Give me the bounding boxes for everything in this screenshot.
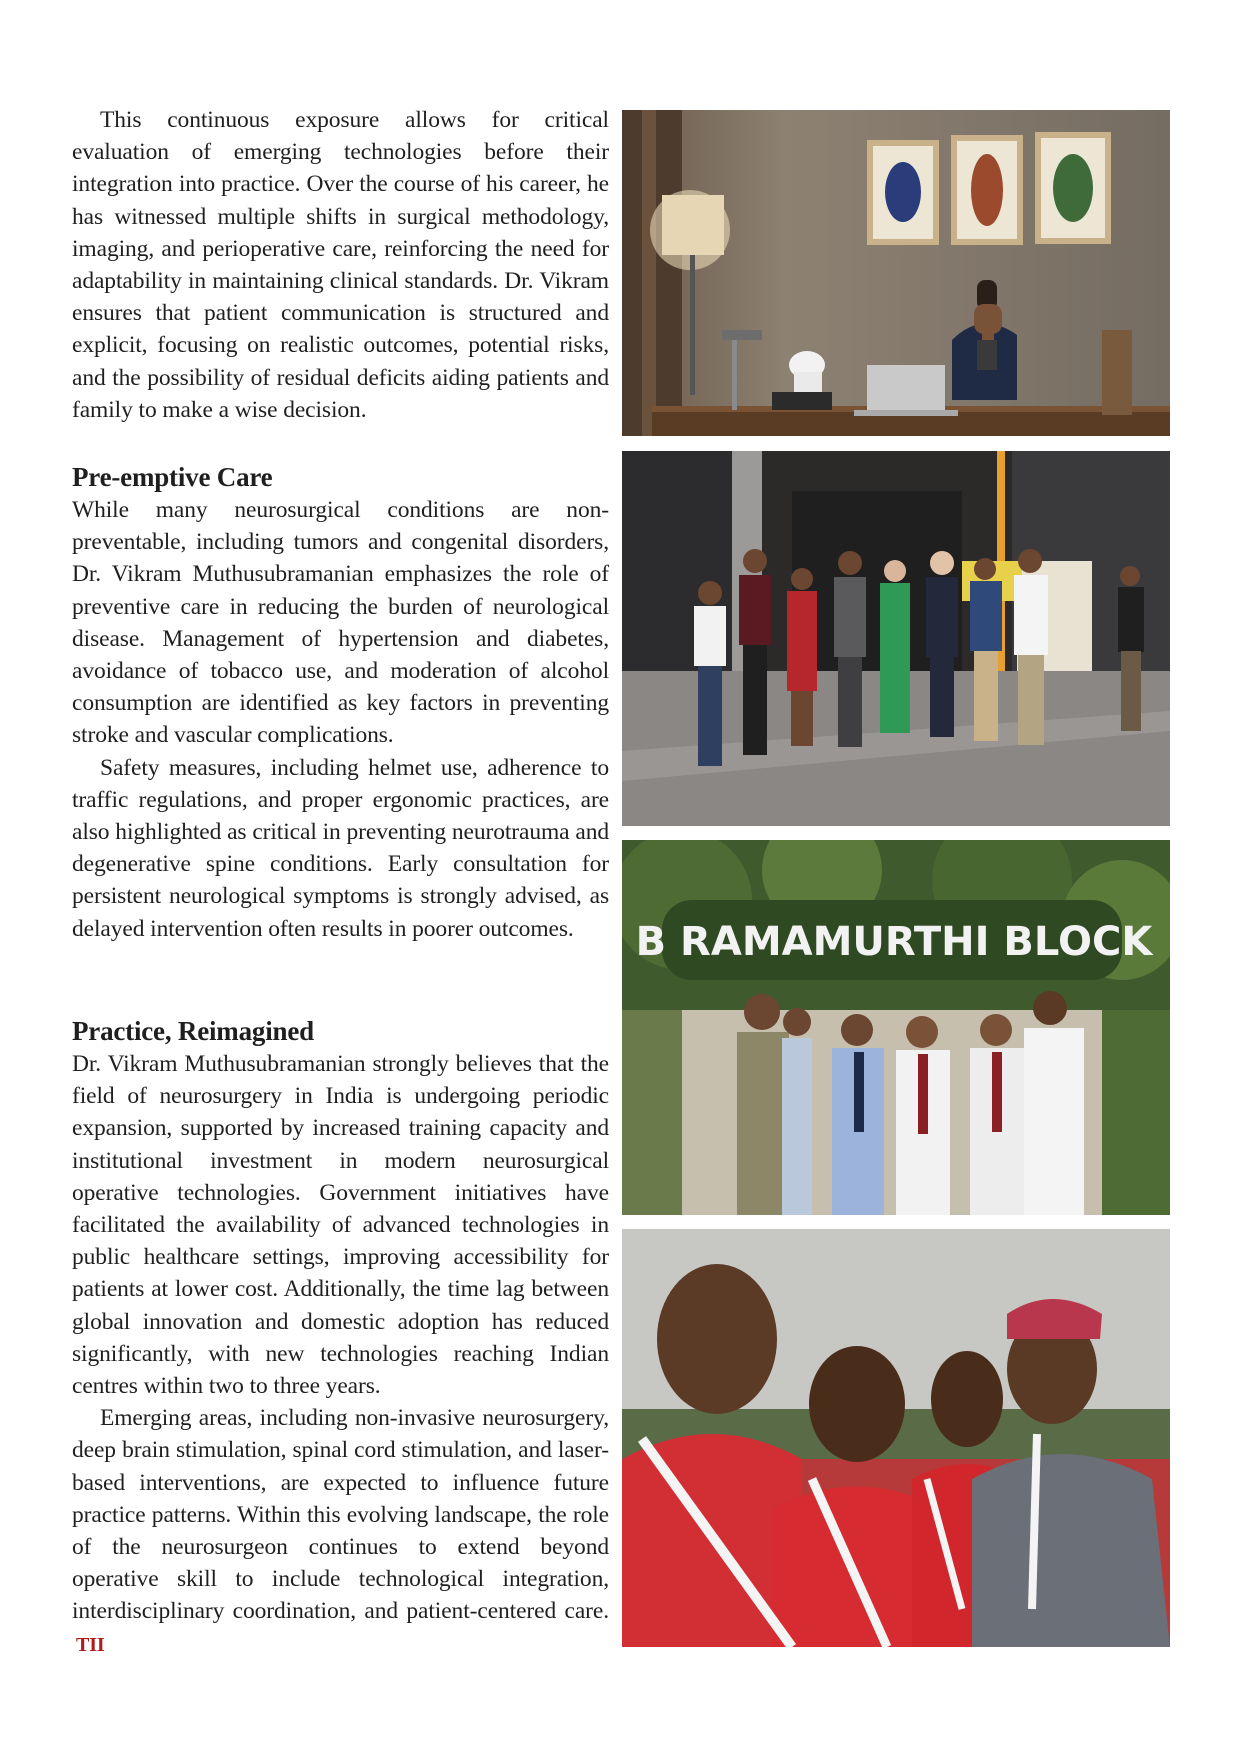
practice-paragraph-2-text: Emerging areas, including non-invasive neurosurgery, deep brain stimulation, spinal cord stimulation, and laser-based interventions, are expected to influence future practice patterns. Within this evolving landscape, the role of the neurosurgeon continues to extend beyond operative skill to include technological integration, interdisciplinary coordination, and patient-centered care. — [72, 1405, 609, 1625]
ramamurthi-photo-illustration — [622, 840, 1170, 1215]
pre-emptive-paragraph-1: While many neurosurgical conditions are non-preventable, including tumors and congenital disorders, Dr. Vikram Muthusubramanian emphasizes the role of preventive care in reducing the burden of neurological disease. Management of hypertension and diabetes, avoidance of tobacco use, and moderation of alcohol consumption are identified as key factors in preventing stroke and vascular complications. — [72, 497, 609, 749]
section-heading-practice-reimagined: Practice, Reimagined — [72, 1016, 314, 1046]
end-mark-logo: TII — [76, 1633, 105, 1656]
photo-office-desk — [622, 110, 1170, 436]
intro-paragraph: This continuous exposure allows for critical evaluation of emerging technologies before their integration into practice. Over the course of his career, he has witnessed multiple shifts in surgical methodology, imaging, and perioperative care, reinforcing the need for adaptability in maintaining clinical standards. Dr. Vikram ensures that patient communication is structured and explicit, focusing on realistic outcomes, potential risks, and the possibility of residual deficits aiding patients and family to make a wise decision. — [72, 107, 609, 423]
practice-reimagined-section — [72, 1014, 609, 1661]
section-heading-pre-emptive-care: Pre-emptive Care — [72, 462, 273, 492]
photo-marathon-selfie — [622, 1229, 1170, 1647]
conference-photo-illustration — [622, 451, 1170, 826]
pre-emptive-care-section — [72, 460, 609, 945]
practice-paragraph-1: Dr. Vikram Muthusubramanian strongly believes that the field of neurosurgery in India is undergoing periodic expansion, supported by increased training capacity and institutional investment in modern neurosurgical operative technologies. Government initiatives have facilitated the availability of advanced technologies in public healthcare settings, improving accessibility for patients at lower cost. Additionally, the time lag between global innovation and domestic adoption has reduced significantly, with new technologies reaching Indian centres within two to three years. — [72, 1051, 609, 1400]
pre-emptive-paragraph-2: Safety measures, including helmet use, adherence to traffic regulations, and proper ergonomic practices, are also highlighted as critical in preventing neurotrauma and degenerative spine conditions. Early consultation for persistent neurological symptoms is strongly advised, as delayed intervention often results in poorer outcomes. — [72, 754, 609, 942]
building-sign-text: B RAMAMURTHI BLOCK — [635, 919, 1153, 965]
marathon-photo-illustration — [622, 1229, 1170, 1647]
intro-section — [72, 104, 609, 426]
photo-ramamurthi-block — [622, 840, 1170, 1215]
office-photo-illustration — [622, 110, 1170, 436]
practice-paragraph-2 — [72, 1402, 609, 1661]
wall-art-frames — [867, 132, 1111, 245]
photo-conference-group — [622, 451, 1170, 826]
